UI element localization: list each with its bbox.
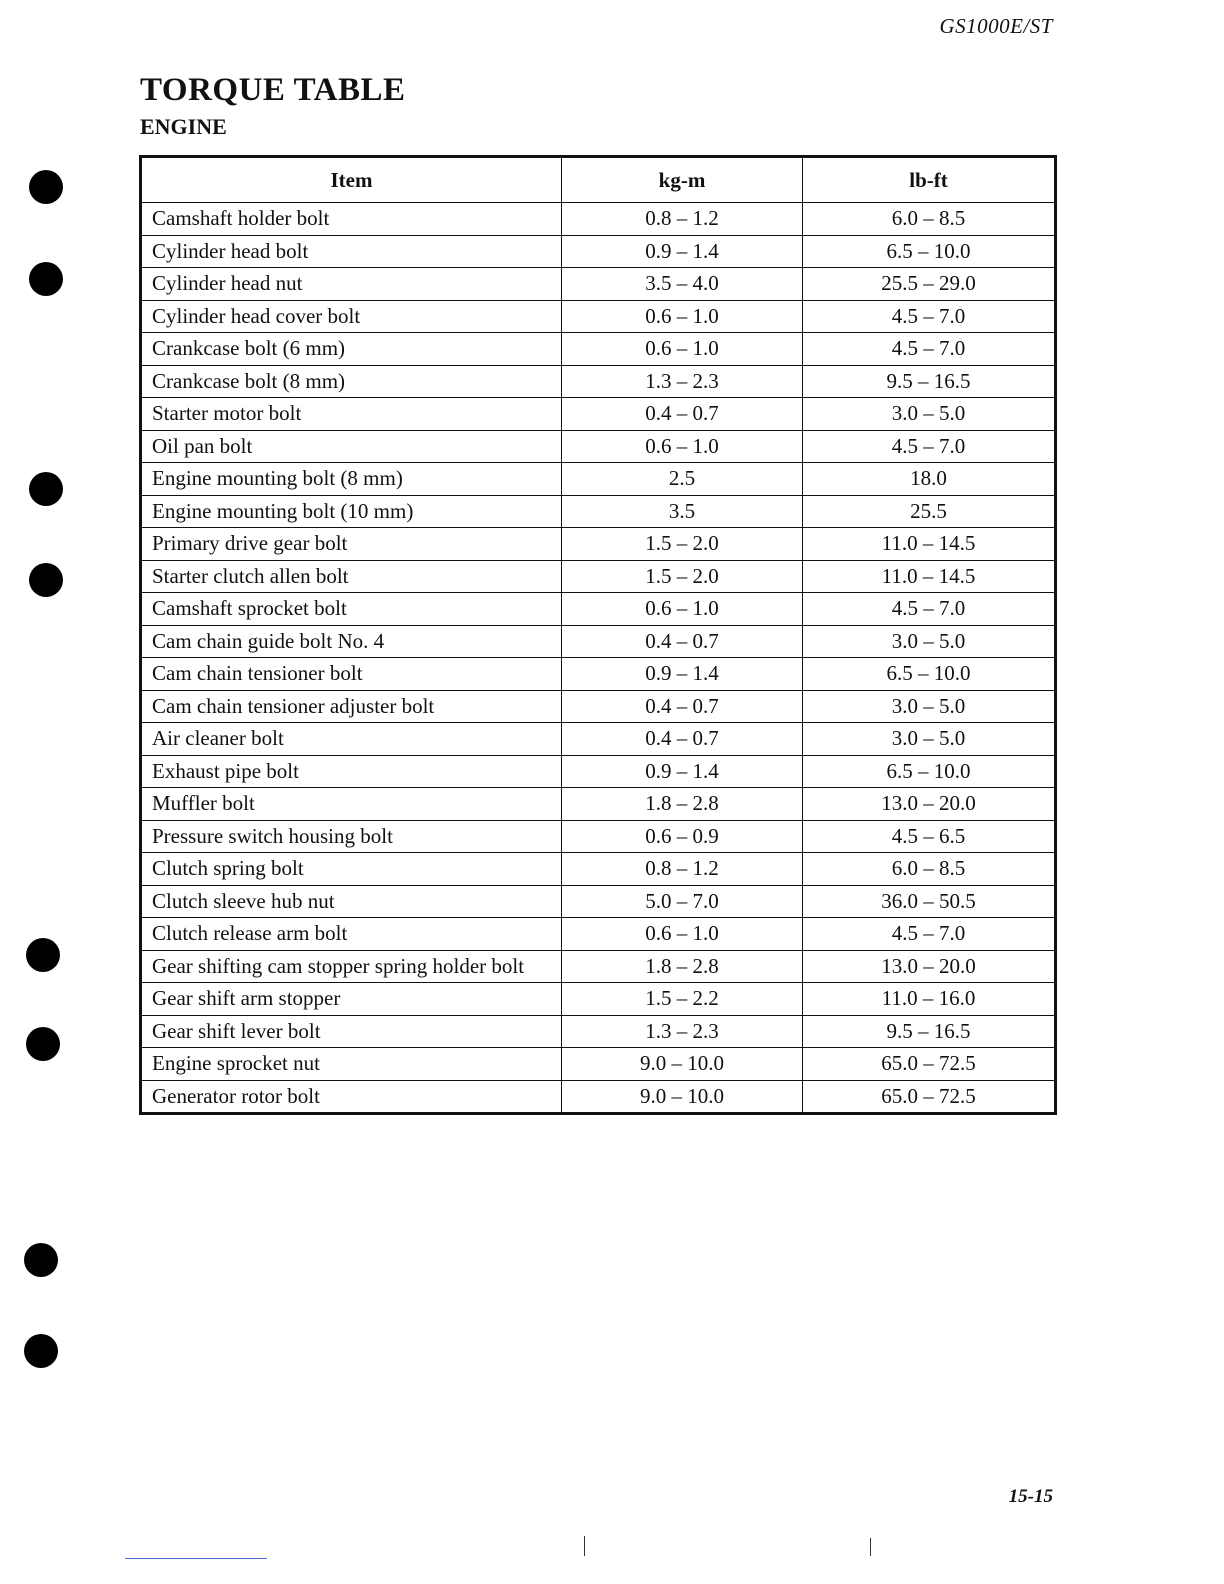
scan-mark — [870, 1538, 871, 1556]
lbft-cell: 3.0 – 5.0 — [803, 690, 1056, 723]
lbft-cell: 13.0 – 20.0 — [803, 950, 1056, 983]
item-cell: Camshaft holder bolt — [141, 203, 562, 236]
lbft-cell: 4.5 – 7.0 — [803, 918, 1056, 951]
kgm-cell: 1.5 – 2.2 — [562, 983, 803, 1016]
lbft-cell: 3.0 – 5.0 — [803, 723, 1056, 756]
kgm-cell: 1.8 – 2.8 — [562, 950, 803, 983]
lbft-cell: 4.5 – 6.5 — [803, 820, 1056, 853]
kgm-cell: 0.8 – 1.2 — [562, 203, 803, 236]
scan-underline-mark — [125, 1558, 267, 1559]
table-row — [141, 463, 1056, 496]
lbft-cell: 36.0 – 50.5 — [803, 885, 1056, 918]
lbft-cell: 6.0 – 8.5 — [803, 203, 1056, 236]
column-header-kgm: kg-m — [562, 157, 803, 203]
table-row — [141, 235, 1056, 268]
item-cell: Engine mounting bolt (10 mm) — [141, 495, 562, 528]
table-row — [141, 885, 1056, 918]
kgm-cell: 9.0 – 10.0 — [562, 1048, 803, 1081]
table-row — [141, 528, 1056, 561]
item-cell: Exhaust pipe bolt — [141, 755, 562, 788]
lbft-cell: 9.5 – 16.5 — [803, 365, 1056, 398]
table-row — [141, 690, 1056, 723]
item-cell: Crankcase bolt (6 mm) — [141, 333, 562, 366]
item-cell: Generator rotor bolt — [141, 1080, 562, 1114]
lbft-cell: 4.5 – 7.0 — [803, 430, 1056, 463]
lbft-cell: 6.5 – 10.0 — [803, 658, 1056, 691]
item-cell: Cylinder head bolt — [141, 235, 562, 268]
table-row — [141, 853, 1056, 886]
item-cell: Cam chain tensioner bolt — [141, 658, 562, 691]
table-row — [141, 430, 1056, 463]
kgm-cell: 0.6 – 0.9 — [562, 820, 803, 853]
scan-mark — [584, 1536, 585, 1556]
lbft-cell: 6.0 – 8.5 — [803, 853, 1056, 886]
punch-hole-icon — [24, 1334, 58, 1368]
table-row — [141, 755, 1056, 788]
lbft-cell: 9.5 – 16.5 — [803, 1015, 1056, 1048]
kgm-cell: 1.8 – 2.8 — [562, 788, 803, 821]
table-row — [141, 203, 1056, 236]
punch-hole-icon — [26, 1027, 60, 1061]
lbft-cell: 6.5 – 10.0 — [803, 235, 1056, 268]
item-cell: Cylinder head cover bolt — [141, 300, 562, 333]
table-row — [141, 983, 1056, 1016]
table-row — [141, 495, 1056, 528]
punch-hole-icon — [24, 1243, 58, 1277]
item-cell: Oil pan bolt — [141, 430, 562, 463]
item-cell: Engine sprocket nut — [141, 1048, 562, 1081]
table-row — [141, 300, 1056, 333]
kgm-cell: 3.5 — [562, 495, 803, 528]
punch-hole-icon — [26, 938, 60, 972]
table-row — [141, 1080, 1056, 1114]
kgm-cell: 2.5 — [562, 463, 803, 496]
item-cell: Cylinder head nut — [141, 268, 562, 301]
item-cell: Clutch sleeve hub nut — [141, 885, 562, 918]
item-cell: Pressure switch housing bolt — [141, 820, 562, 853]
punch-hole-icon — [29, 563, 63, 597]
item-cell: Starter clutch allen bolt — [141, 560, 562, 593]
kgm-cell: 0.6 – 1.0 — [562, 593, 803, 626]
table-row — [141, 723, 1056, 756]
kgm-cell: 1.5 – 2.0 — [562, 560, 803, 593]
kgm-cell: 0.9 – 1.4 — [562, 658, 803, 691]
lbft-cell: 11.0 – 14.5 — [803, 528, 1056, 561]
lbft-cell: 3.0 – 5.0 — [803, 398, 1056, 431]
kgm-cell: 0.8 – 1.2 — [562, 853, 803, 886]
kgm-cell: 5.0 – 7.0 — [562, 885, 803, 918]
table-row — [141, 560, 1056, 593]
model-reference: GS1000E/ST — [939, 14, 1053, 38]
kgm-cell: 0.4 – 0.7 — [562, 723, 803, 756]
table-header-row — [141, 157, 1056, 203]
page-title: TORQUE TABLE — [140, 72, 406, 108]
item-cell: Engine mounting bolt (8 mm) — [141, 463, 562, 496]
column-header-item: Item — [141, 157, 562, 203]
lbft-cell: 4.5 – 7.0 — [803, 333, 1056, 366]
kgm-cell: 0.6 – 1.0 — [562, 430, 803, 463]
lbft-cell: 13.0 – 20.0 — [803, 788, 1056, 821]
item-cell: Air cleaner bolt — [141, 723, 562, 756]
kgm-cell: 0.6 – 1.0 — [562, 300, 803, 333]
kgm-cell: 0.6 – 1.0 — [562, 918, 803, 951]
lbft-cell: 25.5 — [803, 495, 1056, 528]
lbft-cell: 65.0 – 72.5 — [803, 1048, 1056, 1081]
kgm-cell: 1.5 – 2.0 — [562, 528, 803, 561]
kgm-cell: 0.4 – 0.7 — [562, 398, 803, 431]
kgm-cell: 3.5 – 4.0 — [562, 268, 803, 301]
column-header-lbft: lb-ft — [803, 157, 1056, 203]
table-row — [141, 950, 1056, 983]
kgm-cell: 0.9 – 1.4 — [562, 235, 803, 268]
table-row — [141, 593, 1056, 626]
table-row — [141, 788, 1056, 821]
page-number: 15-15 — [1008, 1486, 1053, 1507]
item-cell: Cam chain guide bolt No. 4 — [141, 625, 562, 658]
kgm-cell: 9.0 – 10.0 — [562, 1080, 803, 1114]
lbft-cell: 18.0 — [803, 463, 1056, 496]
table-row — [141, 333, 1056, 366]
punch-hole-icon — [29, 262, 63, 296]
table-row — [141, 1015, 1056, 1048]
table-row — [141, 365, 1056, 398]
item-cell: Primary drive gear bolt — [141, 528, 562, 561]
item-cell: Gear shift arm stopper — [141, 983, 562, 1016]
lbft-cell: 11.0 – 14.5 — [803, 560, 1056, 593]
punch-hole-icon — [29, 170, 63, 204]
table-row — [141, 625, 1056, 658]
item-cell: Cam chain tensioner adjuster bolt — [141, 690, 562, 723]
lbft-cell: 6.5 – 10.0 — [803, 755, 1056, 788]
kgm-cell: 0.4 – 0.7 — [562, 690, 803, 723]
lbft-cell: 4.5 – 7.0 — [803, 593, 1056, 626]
lbft-cell: 25.5 – 29.0 — [803, 268, 1056, 301]
item-cell: Starter motor bolt — [141, 398, 562, 431]
item-cell: Clutch release arm bolt — [141, 918, 562, 951]
item-cell: Gear shifting cam stopper spring holder bolt — [141, 950, 562, 983]
lbft-cell: 3.0 – 5.0 — [803, 625, 1056, 658]
kgm-cell: 0.4 – 0.7 — [562, 625, 803, 658]
table-row — [141, 918, 1056, 951]
lbft-cell: 65.0 – 72.5 — [803, 1080, 1056, 1114]
item-cell: Muffler bolt — [141, 788, 562, 821]
lbft-cell: 4.5 – 7.0 — [803, 300, 1056, 333]
item-cell: Gear shift lever bolt — [141, 1015, 562, 1048]
kgm-cell: 1.3 – 2.3 — [562, 365, 803, 398]
kgm-cell: 0.6 – 1.0 — [562, 333, 803, 366]
table-row — [141, 1048, 1056, 1081]
table-row — [141, 658, 1056, 691]
kgm-cell: 1.3 – 2.3 — [562, 1015, 803, 1048]
table-row — [141, 268, 1056, 301]
section-subtitle: ENGINE — [140, 114, 227, 139]
lbft-cell: 11.0 – 16.0 — [803, 983, 1056, 1016]
table-row — [141, 820, 1056, 853]
item-cell: Clutch spring bolt — [141, 853, 562, 886]
item-cell: Crankcase bolt (8 mm) — [141, 365, 562, 398]
table-row — [141, 398, 1056, 431]
torque-table — [139, 155, 1057, 1115]
kgm-cell: 0.9 – 1.4 — [562, 755, 803, 788]
item-cell: Camshaft sprocket bolt — [141, 593, 562, 626]
punch-hole-icon — [29, 472, 63, 506]
